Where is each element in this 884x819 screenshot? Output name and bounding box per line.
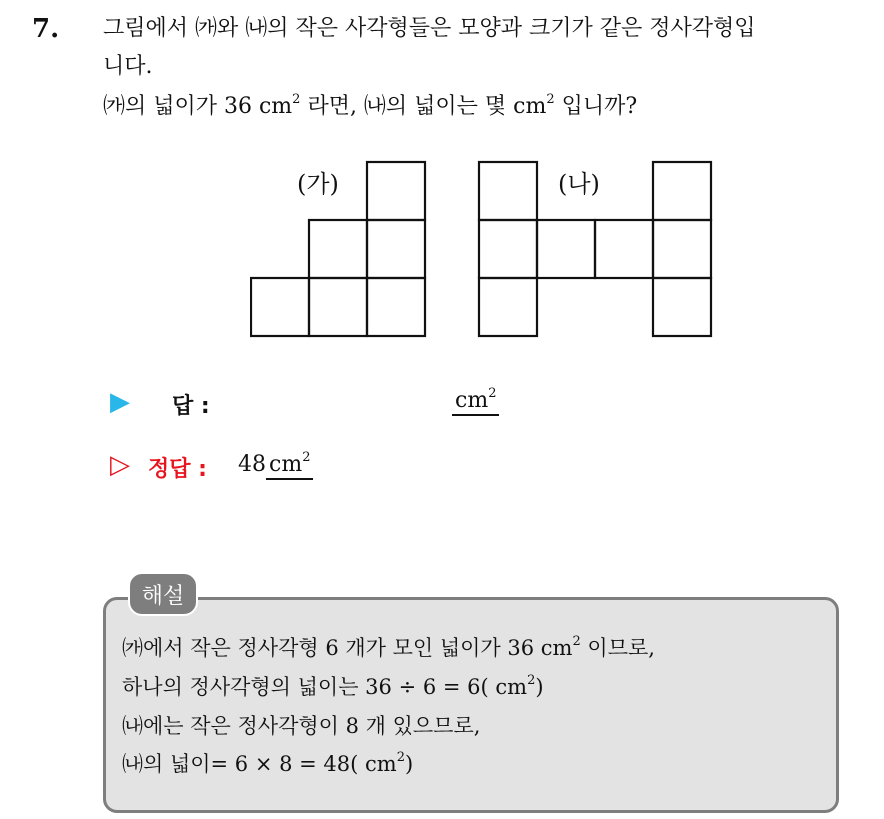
square [653,162,711,220]
solution-tab-label: 해설 [141,584,185,609]
solution-text: ) [535,675,544,699]
figure-label-ga: (가) [297,170,339,198]
solution-text: 이므로, [580,636,655,660]
square [367,220,425,278]
solution-line4 [122,749,413,779]
square [309,278,367,336]
square [479,162,537,220]
solution-line2 [122,672,544,702]
square-figure-diagram [250,160,720,345]
superscript: 2 [488,386,497,401]
square [537,220,595,278]
square [653,278,711,336]
question-text-line3 [103,92,637,122]
answer-marker-icon: ▶ [110,387,130,417]
square [595,220,653,278]
square [479,220,537,278]
square [479,278,537,336]
square [251,278,309,336]
question-text-line1: 그림에서 ㈎와 ㈏의 작은 사각형들은 모양과 크기가 같은 정사각형입 [103,16,756,41]
solution-text: ) [404,752,414,776]
superscript: 2 [302,450,311,465]
superscript: 2 [292,92,301,107]
question-text-part: ㈎의 넓이가 36 cm [103,94,293,119]
square [309,220,367,278]
question-text-line2: 니다. [103,54,153,79]
square [367,278,425,336]
unit-text: cm [269,452,303,477]
answer-label: 답 : [172,394,210,419]
solution-text: ㈎에서 작은 정사각형 6 개가 모인 넓이가 36 cm [122,636,573,660]
square [367,162,425,220]
correct-marker-icon: ▷ [110,450,130,480]
unit-text: cm [455,388,489,413]
square [653,220,711,278]
superscript: 2 [546,92,555,107]
question-text-part: 라면, ㈏의 넓이는 몇 cm [300,94,547,119]
solution-line1 [122,633,655,663]
solution-text: 하나의 정사각형의 넓이는 36 ÷ 6 = 6( cm [122,675,528,699]
solution-box [103,597,839,813]
correct-answer-label: 정답 : [148,457,207,482]
question-text-part: 입니까? [554,94,638,119]
correct-value: 48 [238,452,266,477]
correct-answer-value [238,452,313,477]
correct-unit [266,452,313,480]
superscript: 2 [527,673,536,688]
superscript: 2 [572,634,581,649]
superscript: 2 [396,750,405,765]
answer-input[interactable] [452,388,499,413]
solution-text: ㈏의 넓이= 6 × 8 = 48( cm [122,752,397,776]
answer-unit [452,388,499,416]
figure-label-na: (나) [558,170,600,198]
solution-line3: ㈏에는 작은 정사각형이 8 개 있으므로, [122,714,481,738]
question-number: 7. [32,14,60,44]
